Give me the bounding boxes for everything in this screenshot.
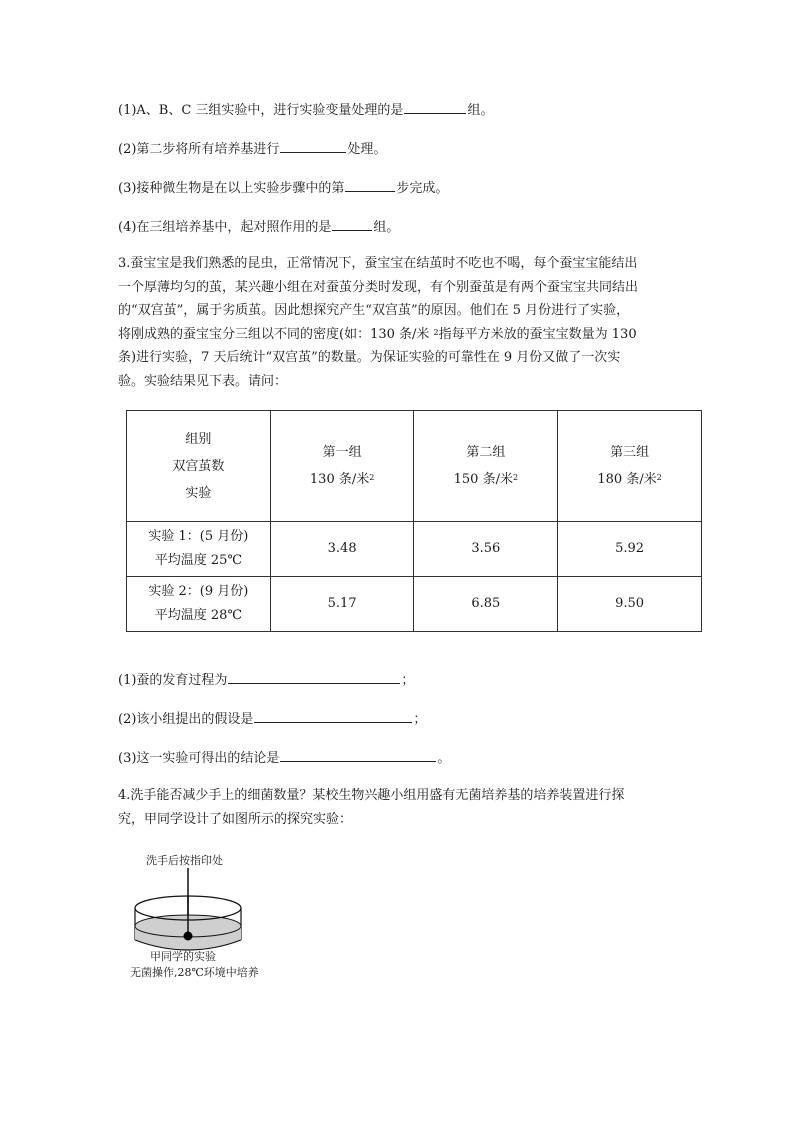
answer-blank[interactable] <box>404 101 466 114</box>
results-table <box>126 410 702 632</box>
table-header-row <box>127 411 702 522</box>
fingerprint-dot <box>184 932 193 941</box>
q3-sub2: (2)该小组提出的假设是 ； <box>118 712 427 727</box>
q2-sub1: (1)A、B、C 三组实验中，进行实验变量处理的是 组。 <box>118 103 494 118</box>
q3-sub3: (3)这一实验可得出的结论是 。 <box>118 751 451 766</box>
figure-caption-1: 甲同学的实验 <box>150 950 216 963</box>
answer-blank[interactable] <box>345 179 395 192</box>
answer-blank[interactable] <box>228 671 400 684</box>
figure-top-label: 洗手后按指印处 <box>146 854 223 867</box>
table-cell: 5.17 <box>270 577 414 632</box>
q3-stem: 3.蚕宝宝是我们熟悉的昆虫，正常情况下，蚕宝宝在结茧时不吃也不喝，每个蚕宝宝能结出 一个厚薄均匀的茧，某兴趣小组在对蚕茧分类时发现，有个别蚕茧是有两个蚕宝宝共同结出 的“双宫茧”，属于劣质茧。因此想探究产生“双宫茧”的原因。他们在 5 月份进行了实验， 将刚成熟的蚕宝宝分三组以不同的密度(如：130 条/米 $^2$指每平方米放的蚕宝宝数量为 130 条)进行实验，7 天后统计“双宫茧”的数量。为保证实验的可靠性在 9 月份又做了一次实 验。实验结果见下表。请问： <box>118 256 639 389</box>
answer-blank[interactable] <box>280 749 436 762</box>
petri-dish-figure <box>126 848 296 988</box>
row-label: 实验 2：(9 月份) 平均温度 28℃ <box>127 577 271 632</box>
q2-sub2: (2)第二步将所有培养基进行 处理。 <box>118 142 387 157</box>
q4-stem: 4.洗手能否减少手上的细菌数量？某校生物兴趣小组用盛有无菌培养基的培养装置进行探 究，甲同学设计了如图所示的探究实验： <box>118 788 625 827</box>
table-cell: 3.48 <box>270 522 414 577</box>
table-cell: 3.56 <box>414 522 558 577</box>
column-header: 第二组 150 条/米$^2$ <box>414 411 558 522</box>
corner-cell: 组别 双宫茧数 实验 <box>127 411 271 522</box>
table-cell: 9.50 <box>558 577 702 632</box>
figure-caption-2: 无菌操作,28℃环境中培养 <box>130 966 259 979</box>
q2-sub3: (3)接种微生物是在以上实验步骤中的第 步完成。 <box>118 181 449 196</box>
table-row <box>127 577 702 632</box>
table-row <box>127 522 702 577</box>
row-label: 实验 1：(5 月份) 平均温度 25℃ <box>127 522 271 577</box>
column-header: 第三组 180 条/米$^2$ <box>558 411 702 522</box>
answer-blank[interactable] <box>254 710 412 723</box>
q3-sub1: (1)蚕的发育过程为 ； <box>118 673 415 688</box>
answer-blank[interactable] <box>280 140 346 153</box>
answer-blank[interactable] <box>332 218 372 231</box>
q2-sub4: (4)在三组培养基中，起对照作用的是 组。 <box>118 220 400 235</box>
column-header: 第一组 130 条/米$^2$ <box>270 411 414 522</box>
table-cell: 5.92 <box>558 522 702 577</box>
table-cell: 6.85 <box>414 577 558 632</box>
